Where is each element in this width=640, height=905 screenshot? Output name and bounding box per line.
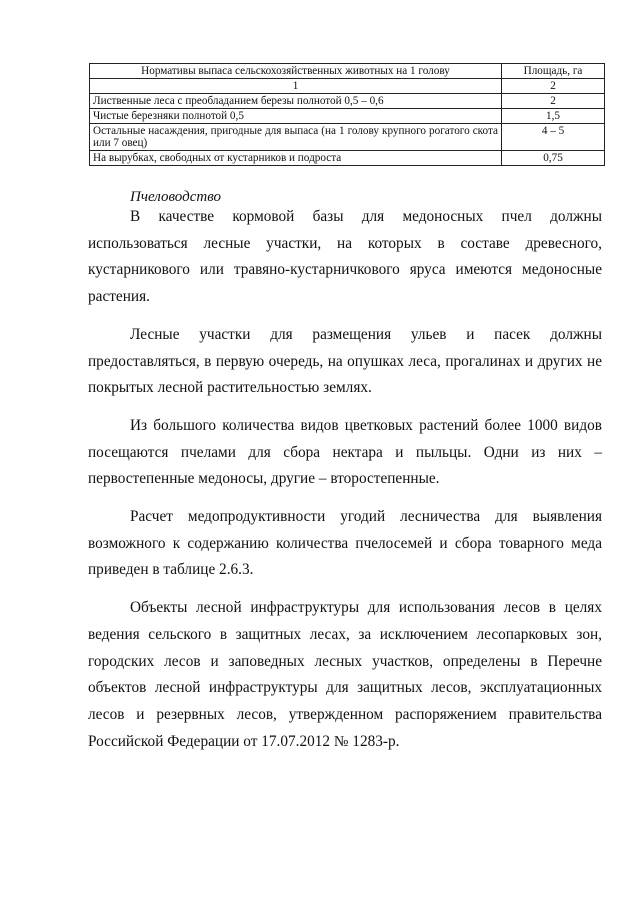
- table-row: [90, 109, 605, 124]
- paragraph: Расчет медопродуктивности угодий лесничества для выявления возможного к содержанию количества пчелосемей и сбора товарного меда приведен в таблице 2.6.3.: [88, 508, 602, 579]
- table-cell-norm: Остальные насаждения, пригодные для выпаса (на 1 голову крупного рогатого скота или 7 овец): [90, 124, 502, 151]
- table-number-cell: 2: [502, 79, 605, 94]
- table-header-norms: Нормативы выпаса сельскохозяйственных животных на 1 голову: [90, 64, 502, 79]
- section-body: [88, 204, 602, 755]
- table-header-row: [90, 64, 605, 79]
- table-cell-norm: Лиственные леса с преобладанием березы полнотой 0,5 – 0,6: [90, 94, 502, 109]
- table-header-area: Площадь, га: [502, 64, 605, 79]
- table-number-row: [90, 79, 605, 94]
- section-heading: Пчеловодство: [130, 189, 222, 205]
- table-cell-area: 2: [502, 94, 605, 109]
- table-cell-norm: На вырубках, свободных от кустарников и подроста: [90, 151, 502, 166]
- paragraph: Из большого количества видов цветковых растений более 1000 видов посещаются пчелами для сбора нектара и пыльцы. Одни из них – первостепенные медоносы, другие – второстепенные.: [88, 416, 602, 488]
- table-row: [90, 124, 605, 151]
- table-row: [90, 151, 605, 166]
- table-number-cell: 1: [90, 79, 502, 94]
- paragraph: Объекты лесной инфраструктуры для использования лесов в целях ведения сельского в защитных лесах, за исключением лесопарковых зон, городских лесов и заповедных лесных участков, определены в Перечне объектов лесной инфраструктуры для защитных лесов, эксплуатационных лесов и резервных лесов, утвержденном распоряжением правительства Российской Федерации от 17.07.2012 № 1283-р.: [88, 599, 602, 750]
- table-cell-area: 4 – 5: [502, 124, 605, 151]
- grazing-norms-table: [89, 63, 605, 166]
- table-cell-area: 1,5: [502, 109, 605, 124]
- table-cell-norm: Чистые березняки полнотой 0,5: [90, 109, 502, 124]
- table-cell-area: 0,75: [502, 151, 605, 166]
- table-row: [90, 94, 605, 109]
- paragraph: Лесные участки для размещения ульев и пасек должны предоставляться, в первую очередь, на опушках леса, прогалинах и других не покрытых лесной растительностью землях.: [88, 325, 602, 397]
- paragraph: В качестве кормовой базы для медоносных пчел должны использоваться лесные участки, на которых в составе древесного, кустарникового или травяно-кустарничкового яруса имеются медоносные растения.: [88, 208, 602, 306]
